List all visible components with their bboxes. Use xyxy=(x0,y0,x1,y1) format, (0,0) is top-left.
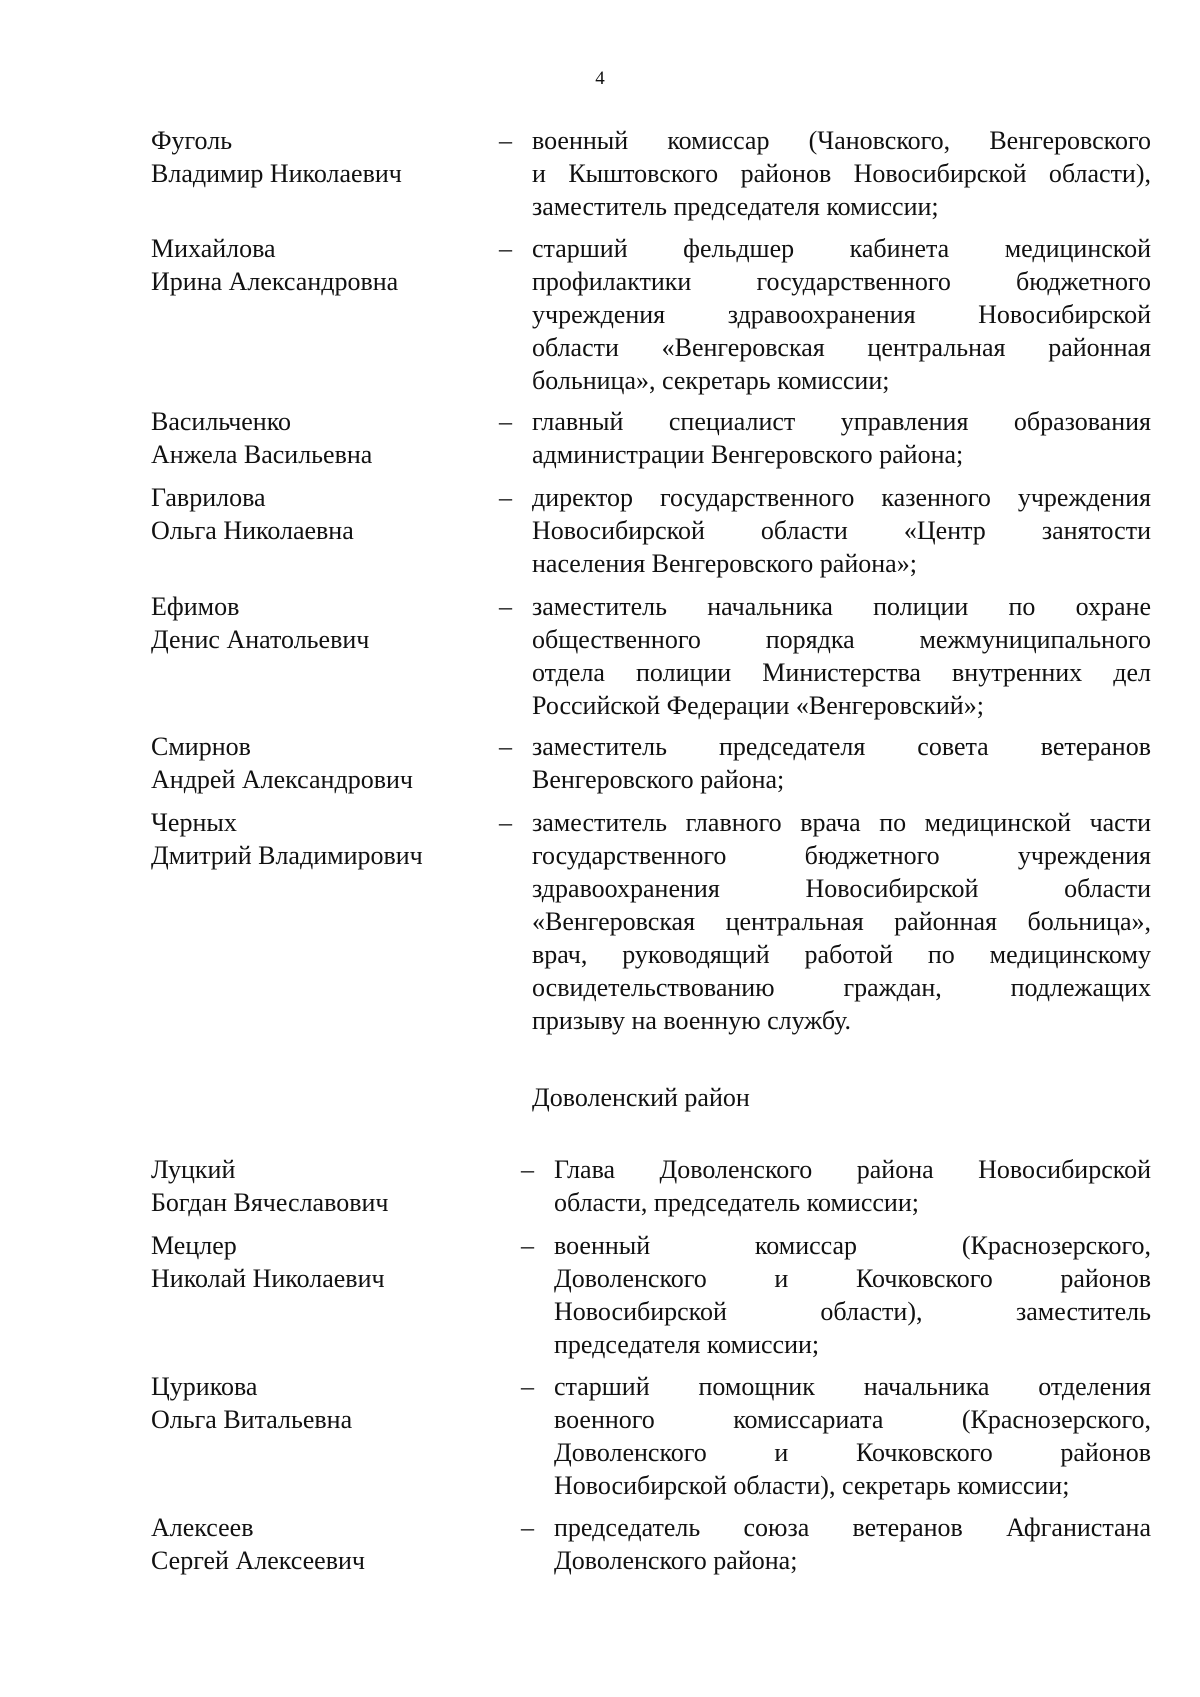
member-name xyxy=(151,481,481,547)
member-dash: – xyxy=(499,808,512,837)
member-given-names: Денис Анатольевич xyxy=(151,625,370,654)
member-position-line: учреждения здравоохранения Новосибирской xyxy=(532,300,1151,329)
member-position xyxy=(532,481,1151,580)
member-surname: Смирнов xyxy=(151,732,251,761)
member-dash: – xyxy=(499,483,512,512)
member-given-names: Ирина Александровна xyxy=(151,267,399,296)
member-dash: – xyxy=(521,1513,534,1542)
member-dash: – xyxy=(521,1231,534,1260)
member-position-line: заместитель главного врача по медицинской части xyxy=(532,808,1151,837)
member-surname: Черных xyxy=(151,808,237,837)
member-position-line: Доволенского и Кочковского районов xyxy=(554,1438,1151,1467)
member-position-line: Глава Доволенского района Новосибирской xyxy=(554,1155,1151,1184)
member-given-names: Богдан Вячеславович xyxy=(151,1188,389,1217)
member-position-line: Венгеровского района; xyxy=(532,765,785,794)
member-position-line: военный комиссар (Чановского, Венгеровского xyxy=(532,126,1151,155)
member-surname: Васильченко xyxy=(151,407,292,436)
member-position xyxy=(532,806,1151,1037)
member-position xyxy=(554,1229,1151,1361)
member-position-line: заместитель председателя совета ветеранов xyxy=(532,732,1151,761)
member-position-line: директор государственного казенного учреждения xyxy=(532,483,1151,512)
member-position-line: Доволенского района; xyxy=(554,1546,798,1575)
member-position-line: заместитель начальника полиции по охране xyxy=(532,592,1151,621)
member-name xyxy=(151,124,481,190)
member-given-names: Николай Николаевич xyxy=(151,1264,385,1293)
member-dash: – xyxy=(499,407,512,436)
member-position xyxy=(554,1153,1151,1219)
member-name xyxy=(151,1370,481,1436)
member-given-names: Ольга Николаевна xyxy=(151,516,354,545)
member-name xyxy=(151,730,481,796)
member-given-names: Ольга Витальевна xyxy=(151,1405,353,1434)
member-given-names: Андрей Александрович xyxy=(151,765,413,794)
member-position-line: больница», секретарь комиссии; xyxy=(532,366,890,395)
member-position-line: области, председатель комиссии; xyxy=(554,1188,919,1217)
member-position-line: заместитель председателя комиссии; xyxy=(532,192,939,221)
member-name xyxy=(151,1153,481,1219)
member-position-line: призыву на военную службу. xyxy=(532,1006,852,1035)
member-position-line: области «Венгеровская центральная районная xyxy=(532,333,1151,362)
member-position-line: врач, руководящий работой по медицинскому xyxy=(532,940,1151,969)
member-position-line: отдела полиции Министерства внутренних дел xyxy=(532,658,1151,687)
member-position-line: Доволенского и Кочковского районов xyxy=(554,1264,1151,1293)
member-position-line: Новосибирской области «Центр занятости xyxy=(532,516,1151,545)
member-position-line: здравоохранения Новосибирской области xyxy=(532,874,1151,903)
member-dash: – xyxy=(499,234,512,263)
member-surname: Алексеев xyxy=(151,1513,254,1542)
member-position-line: старший помощник начальника отделения xyxy=(554,1372,1151,1401)
member-position xyxy=(554,1511,1151,1577)
member-surname: Цурикова xyxy=(151,1372,258,1401)
member-surname: Луцкий xyxy=(151,1155,236,1184)
member-name xyxy=(151,405,481,471)
member-position-line: военный комиссар (Краснозерского, xyxy=(554,1231,1151,1260)
member-given-names: Сергей Алексеевич xyxy=(151,1546,365,1575)
member-position-line: общественного порядка межмуниципального xyxy=(532,625,1151,654)
member-surname: Гаврилова xyxy=(151,483,266,512)
member-position-line: председателя комиссии; xyxy=(554,1330,820,1359)
member-given-names: Анжела Васильевна xyxy=(151,440,373,469)
member-position-line: освидетельствованию граждан, подлежащих xyxy=(532,973,1151,1002)
member-position-line: государственного бюджетного учреждения xyxy=(532,841,1151,870)
member-position-line: администрации Венгеровского района; xyxy=(532,440,964,469)
member-position-line: профилактики государственного бюджетного xyxy=(532,267,1151,296)
member-position-line: главный специалист управления образования xyxy=(532,407,1151,436)
member-given-names: Владимир Николаевич xyxy=(151,159,402,188)
member-given-names: Дмитрий Владимирович xyxy=(151,841,423,870)
member-surname: Фуголь xyxy=(151,126,233,155)
member-position xyxy=(532,590,1151,722)
member-position-line: Российской Федерации «Венгеровский»; xyxy=(532,691,984,720)
member-name xyxy=(151,232,481,298)
member-dash: – xyxy=(499,126,512,155)
member-position-line: Новосибирской области), секретарь комиссии; xyxy=(554,1471,1070,1500)
member-position xyxy=(532,405,1151,471)
member-dash: – xyxy=(499,592,512,621)
member-position xyxy=(532,730,1151,796)
district-heading: Доволенский район xyxy=(532,1083,750,1112)
member-name xyxy=(151,1229,481,1295)
member-position-line: населения Венгеровского района»; xyxy=(532,549,917,578)
member-name xyxy=(151,590,481,656)
member-position xyxy=(532,232,1151,397)
member-position xyxy=(532,124,1151,223)
member-surname: Михайлова xyxy=(151,234,276,263)
member-position-line: Новосибирской области), заместитель xyxy=(554,1297,1151,1326)
member-surname: Ефимов xyxy=(151,592,240,621)
member-name xyxy=(151,1511,481,1577)
member-position-line: и Кыштовского районов Новосибирской области), xyxy=(532,159,1151,188)
member-name xyxy=(151,806,481,872)
member-dash: – xyxy=(521,1155,534,1184)
member-dash: – xyxy=(521,1372,534,1401)
member-position-line: военного комиссариата (Краснозерского, xyxy=(554,1405,1151,1434)
member-surname: Мецлер xyxy=(151,1231,237,1260)
member-position-line: «Венгеровская центральная районная больница», xyxy=(532,907,1151,936)
member-dash: – xyxy=(499,732,512,761)
page-number: 4 xyxy=(595,68,605,89)
member-position xyxy=(554,1370,1151,1502)
member-position-line: председатель союза ветеранов Афганистана xyxy=(554,1513,1151,1542)
member-position-line: старший фельдшер кабинета медицинской xyxy=(532,234,1151,263)
